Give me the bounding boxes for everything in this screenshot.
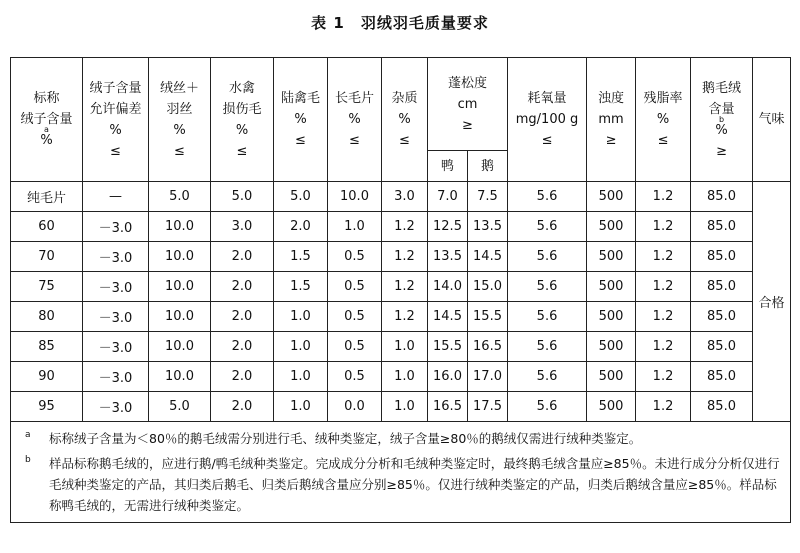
cell-impurity: 1.2 [382, 272, 428, 302]
table-title: 表 1 羽绒羽毛质量要求 [311, 14, 489, 32]
cell-goose-content: 85.0 [691, 272, 753, 302]
cell-deviation: －3.0 [83, 242, 149, 272]
cell-deviation: －3.0 [83, 362, 149, 392]
header-goose-content: 鹅毛绒 含量 b % ≥ [691, 58, 753, 182]
cell-fill-duck: 14.0 [428, 272, 468, 302]
cell-goose-content: 85.0 [691, 362, 753, 392]
cell-long-feather: 0.0 [328, 392, 382, 422]
footnote-text: 样品标称鹅毛绒的，应进行鹅/鸭毛绒种类鉴定。完成成分分析和毛绒种类鉴定时，最终鹅毛绒含量应≥85％。未进行成分分析仅进行毛绒种类鉴定的产品，其归类后鹅毛、归类后鹅绒含量应分别≥85％。仅进行绒种类鉴定的产品，归类后鹅绒含量应≥85％。样品标称鸭毛绒的，无需进行绒种类鉴定。 [49, 456, 780, 513]
cell-fill-goose: 17.5 [468, 392, 508, 422]
cell-long-feather: 10.0 [328, 182, 382, 212]
cell-fill-duck: 16.0 [428, 362, 468, 392]
cell-long-feather: 0.5 [328, 272, 382, 302]
cell-long-feather: 0.5 [328, 302, 382, 332]
cell-fiber: 10.0 [149, 302, 211, 332]
cell-fat: 1.2 [636, 272, 691, 302]
row-label: 70 [11, 242, 83, 272]
cell-fill-duck: 14.5 [428, 302, 468, 332]
cell-fill-goose: 13.5 [468, 212, 508, 242]
cell-landfowl: 5.0 [274, 182, 328, 212]
header-nominal-down-content: 标称 绒子含量 a % [11, 58, 83, 182]
cell-goose-content: 85.0 [691, 392, 753, 422]
cell-fat: 1.2 [636, 332, 691, 362]
footnote-b [25, 453, 780, 516]
cell-fat: 1.2 [636, 302, 691, 332]
cell-oxygen: 5.6 [508, 242, 587, 272]
cell-fat: 1.2 [636, 212, 691, 242]
cell-fill-goose: 16.5 [468, 332, 508, 362]
cell-turbidity: 500 [587, 392, 636, 422]
cell-oxygen: 5.6 [508, 362, 587, 392]
cell-landfowl: 1.0 [274, 332, 328, 362]
cell-impurity: 1.0 [382, 332, 428, 362]
cell-deviation: — [83, 182, 149, 212]
header-fill-power-duck: 鸭 [428, 151, 468, 182]
cell-impurity: 1.0 [382, 392, 428, 422]
cell-landfowl: 1.0 [274, 362, 328, 392]
cell-turbidity: 500 [587, 242, 636, 272]
cell-landfowl: 2.0 [274, 212, 328, 242]
cell-fat: 1.2 [636, 392, 691, 422]
cell-landfowl: 1.5 [274, 272, 328, 302]
cell-landfowl: 1.0 [274, 302, 328, 332]
header-oxygen-number: 耗氧量 mg/100 g ≤ [508, 58, 587, 182]
cell-damaged: 2.0 [211, 362, 274, 392]
table-footnotes [11, 422, 791, 523]
cell-fiber: 10.0 [149, 242, 211, 272]
row-label: 80 [11, 302, 83, 332]
cell-oxygen: 5.6 [508, 272, 587, 302]
cell-goose-content: 85.0 [691, 242, 753, 272]
cell-fat: 1.2 [636, 362, 691, 392]
cell-long-feather: 1.0 [328, 212, 382, 242]
cell-deviation: －3.0 [83, 332, 149, 362]
cell-odor: 合格 [753, 182, 791, 422]
cell-damaged: 2.0 [211, 272, 274, 302]
cell-turbidity: 500 [587, 182, 636, 212]
cell-fiber: 10.0 [149, 212, 211, 242]
cell-impurity: 1.2 [382, 212, 428, 242]
cell-fill-goose: 17.0 [468, 362, 508, 392]
cell-goose-content: 85.0 [691, 302, 753, 332]
cell-oxygen: 5.6 [508, 212, 587, 242]
cell-impurity: 1.2 [382, 302, 428, 332]
row-label: 60 [11, 212, 83, 242]
cell-fat: 1.2 [636, 242, 691, 272]
header-residual-fat: 残脂率 % ≤ [636, 58, 691, 182]
table-row [11, 242, 791, 272]
header-odor: 气味 [753, 58, 791, 182]
cell-fill-goose: 15.0 [468, 272, 508, 302]
cell-fiber: 10.0 [149, 272, 211, 302]
cell-fiber: 5.0 [149, 182, 211, 212]
footnote-text: 标称绒子含量为＜80％的鹅毛绒需分别进行毛、绒种类鉴定，绒子含量≥80％的鹅绒仅需进行绒种类鉴定。 [49, 431, 642, 446]
cell-damaged: 5.0 [211, 182, 274, 212]
cell-fill-duck: 12.5 [428, 212, 468, 242]
cell-turbidity: 500 [587, 332, 636, 362]
cell-damaged: 2.0 [211, 302, 274, 332]
header-landfowl-feather: 陆禽毛 % ≤ [274, 58, 328, 182]
cell-oxygen: 5.6 [508, 392, 587, 422]
header-fill-power: 蓬松度 cm ≥ [428, 58, 508, 151]
footnote-marker: b [25, 455, 31, 465]
cell-long-feather: 0.5 [328, 332, 382, 362]
row-label: 85 [11, 332, 83, 362]
cell-goose-content: 85.0 [691, 332, 753, 362]
cell-fat: 1.2 [636, 182, 691, 212]
cell-impurity: 3.0 [382, 182, 428, 212]
header-fiber: 绒丝＋ 羽丝 % ≤ [149, 58, 211, 182]
cell-fill-duck: 15.5 [428, 332, 468, 362]
cell-fiber: 10.0 [149, 332, 211, 362]
table-row [11, 362, 791, 392]
cell-turbidity: 500 [587, 362, 636, 392]
cell-turbidity: 500 [587, 302, 636, 332]
header-turbidity: 浊度 mm ≥ [587, 58, 636, 182]
cell-oxygen: 5.6 [508, 182, 587, 212]
cell-turbidity: 500 [587, 272, 636, 302]
row-label: 95 [11, 392, 83, 422]
table-row [11, 302, 791, 332]
header-allowed-deviation: 绒子含量 允许偏差 % ≤ [83, 58, 149, 182]
row-label: 90 [11, 362, 83, 392]
header-long-feather: 长毛片 % ≤ [328, 58, 382, 182]
table-row [11, 182, 791, 212]
cell-deviation: －3.0 [83, 302, 149, 332]
cell-fill-goose: 14.5 [468, 242, 508, 272]
cell-oxygen: 5.6 [508, 332, 587, 362]
footnote-a [25, 428, 780, 449]
table-row [11, 212, 791, 242]
cell-deviation: －3.0 [83, 392, 149, 422]
cell-turbidity: 500 [587, 212, 636, 242]
row-label: 75 [11, 272, 83, 302]
cell-goose-content: 85.0 [691, 212, 753, 242]
cell-landfowl: 1.0 [274, 392, 328, 422]
cell-damaged: 2.0 [211, 242, 274, 272]
cell-fill-goose: 7.5 [468, 182, 508, 212]
cell-fiber: 10.0 [149, 362, 211, 392]
cell-fill-goose: 15.5 [468, 302, 508, 332]
header-impurity: 杂质 % ≤ [382, 58, 428, 182]
cell-long-feather: 0.5 [328, 362, 382, 392]
cell-goose-content: 85.0 [691, 182, 753, 212]
table-row [11, 272, 791, 302]
table-row [11, 392, 791, 422]
header-damaged-feather: 水禽 损伤毛 % ≤ [211, 58, 274, 182]
row-label: 纯毛片 [11, 182, 83, 212]
footnote-marker: a [25, 430, 31, 440]
cell-deviation: －3.0 [83, 212, 149, 242]
cell-damaged: 3.0 [211, 212, 274, 242]
cell-oxygen: 5.6 [508, 302, 587, 332]
header-fill-power-goose: 鹅 [468, 151, 508, 182]
cell-long-feather: 0.5 [328, 242, 382, 272]
quality-requirements-table [10, 57, 791, 523]
cell-damaged: 2.0 [211, 332, 274, 362]
cell-impurity: 1.0 [382, 362, 428, 392]
table-row [11, 332, 791, 362]
cell-deviation: －3.0 [83, 272, 149, 302]
cell-impurity: 1.2 [382, 242, 428, 272]
cell-landfowl: 1.5 [274, 242, 328, 272]
notes-row [11, 422, 791, 523]
cell-fiber: 5.0 [149, 392, 211, 422]
cell-damaged: 2.0 [211, 392, 274, 422]
cell-fill-duck: 16.5 [428, 392, 468, 422]
cell-fill-duck: 13.5 [428, 242, 468, 272]
cell-fill-duck: 7.0 [428, 182, 468, 212]
